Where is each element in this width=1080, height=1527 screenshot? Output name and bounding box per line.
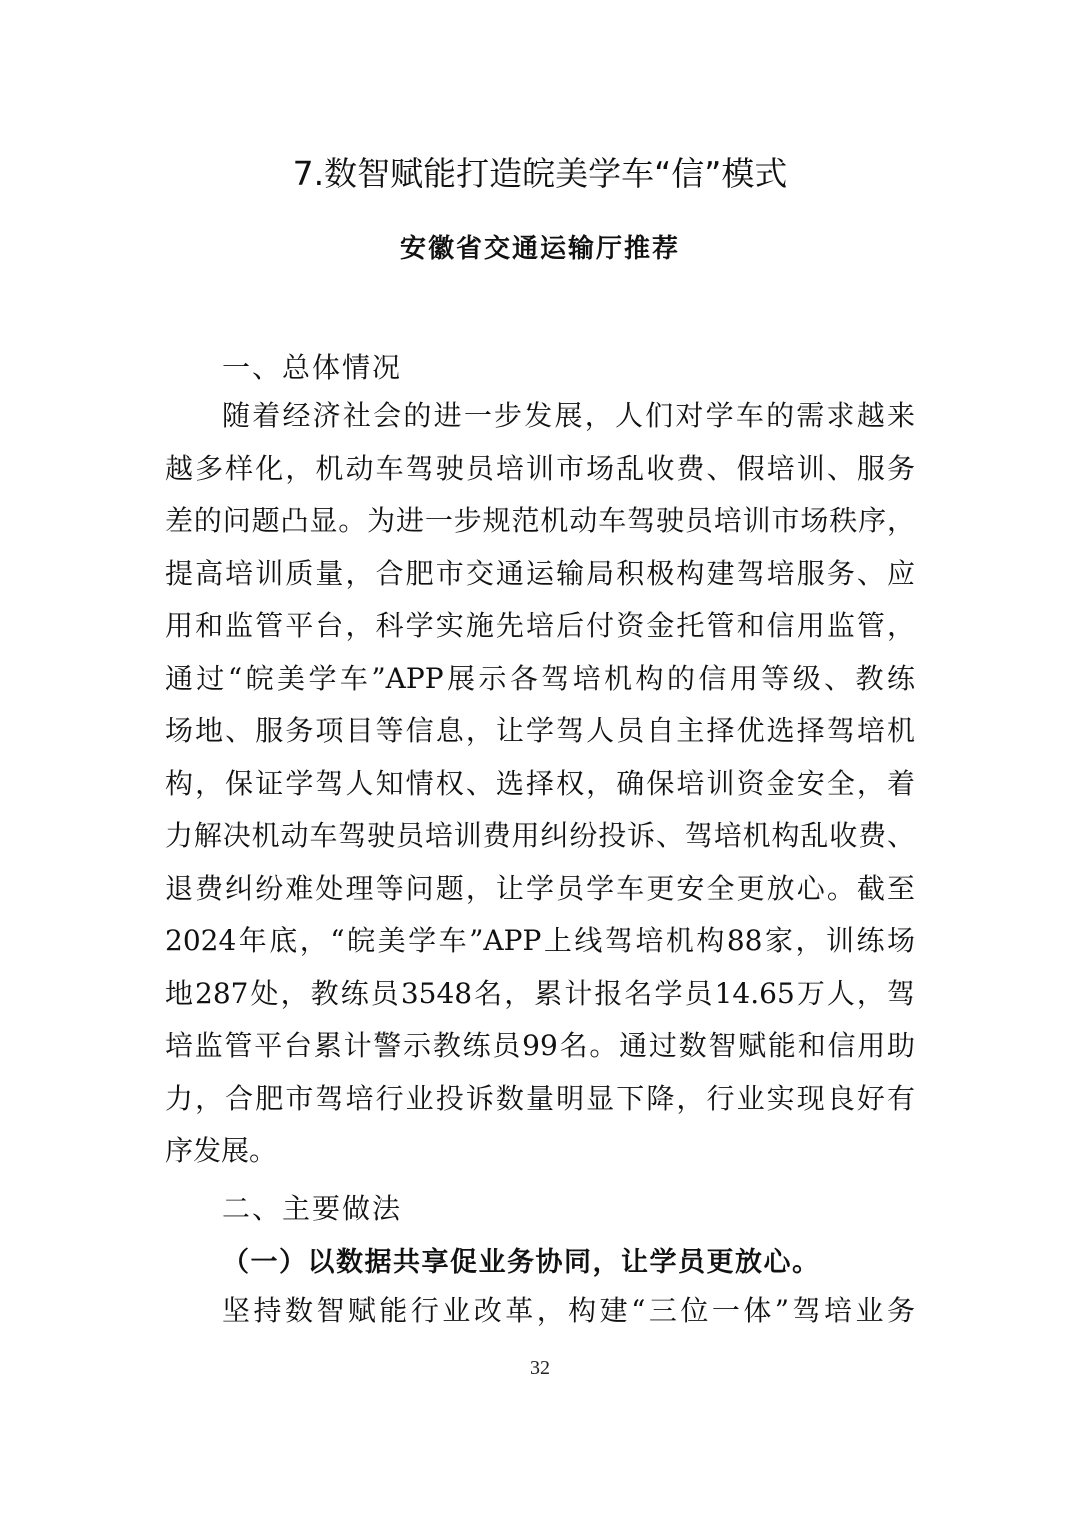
- document-subtitle: 安徽省交通运输厅推荐: [399, 234, 680, 264]
- paragraph-practices: [165, 1285, 915, 1338]
- paragraph-line: 越多样化，机动车驾驶员培训市场乱收费、假培训、服务: [165, 451, 915, 485]
- page-number: 32: [530, 1357, 550, 1379]
- paragraph-line: 提高培训质量，合肥市交通运输局积极构建驾培服务、应: [165, 556, 915, 590]
- paragraph-line: 2024年底，“皖美学车”APP上线驾培机构88家，训练场: [165, 924, 915, 957]
- paragraph-line: 用和监管平台，科学实施先培后付资金托管和信用监管，: [165, 609, 915, 642]
- document-title: 7.数智赋能打造皖美学车“信”模式: [292, 154, 788, 193]
- paragraph-line: 构，保证学驾人知情权、选择权，确保培训资金安全，着: [165, 766, 915, 800]
- paragraph-line: 力，合肥市驾培行业投诉数量明显下降，行业实现良好有: [165, 1081, 915, 1115]
- paragraph-line: 培监管平台累计警示教练员99名。通过数智赋能和信用助: [165, 1029, 915, 1062]
- section-heading-overview: 一、总体情况: [222, 351, 403, 384]
- paragraph-line: 通过“皖美学车”APP展示各驾培机构的信用等级、教练: [165, 661, 915, 695]
- paragraph-line: 差的问题凸显。为进一步规范机动车驾驶员培训市场秩序，: [165, 504, 915, 537]
- paragraph-line: 退费纠纷难处理等问题，让学员学车更安全更放心。截至: [165, 871, 915, 905]
- paragraph-line: 坚持数智赋能行业改革，构建“三位一体”驾培业务: [222, 1294, 915, 1327]
- paragraph-line: 序发展。: [165, 1134, 278, 1167]
- paragraph-overview: [165, 390, 915, 1178]
- paragraph-line: 随着经济社会的进一步发展，人们对学车的需求越来: [222, 399, 915, 432]
- section-heading-main-practices: 二、主要做法: [222, 1192, 403, 1225]
- paragraph-line: 地287处，教练员3548名，累计报名学员14.65万人，驾: [165, 976, 915, 1010]
- paragraph-line: 力解决机动车驾驶员培训费用纠纷投诉、驾培机构乱收费、: [165, 819, 915, 852]
- subsection-heading: （一）以数据共享促业务协同，让学员更放心。: [222, 1247, 821, 1278]
- paragraph-line: 场地、服务项目等信息，让学驾人员自主择优选择驾培机: [165, 714, 915, 747]
